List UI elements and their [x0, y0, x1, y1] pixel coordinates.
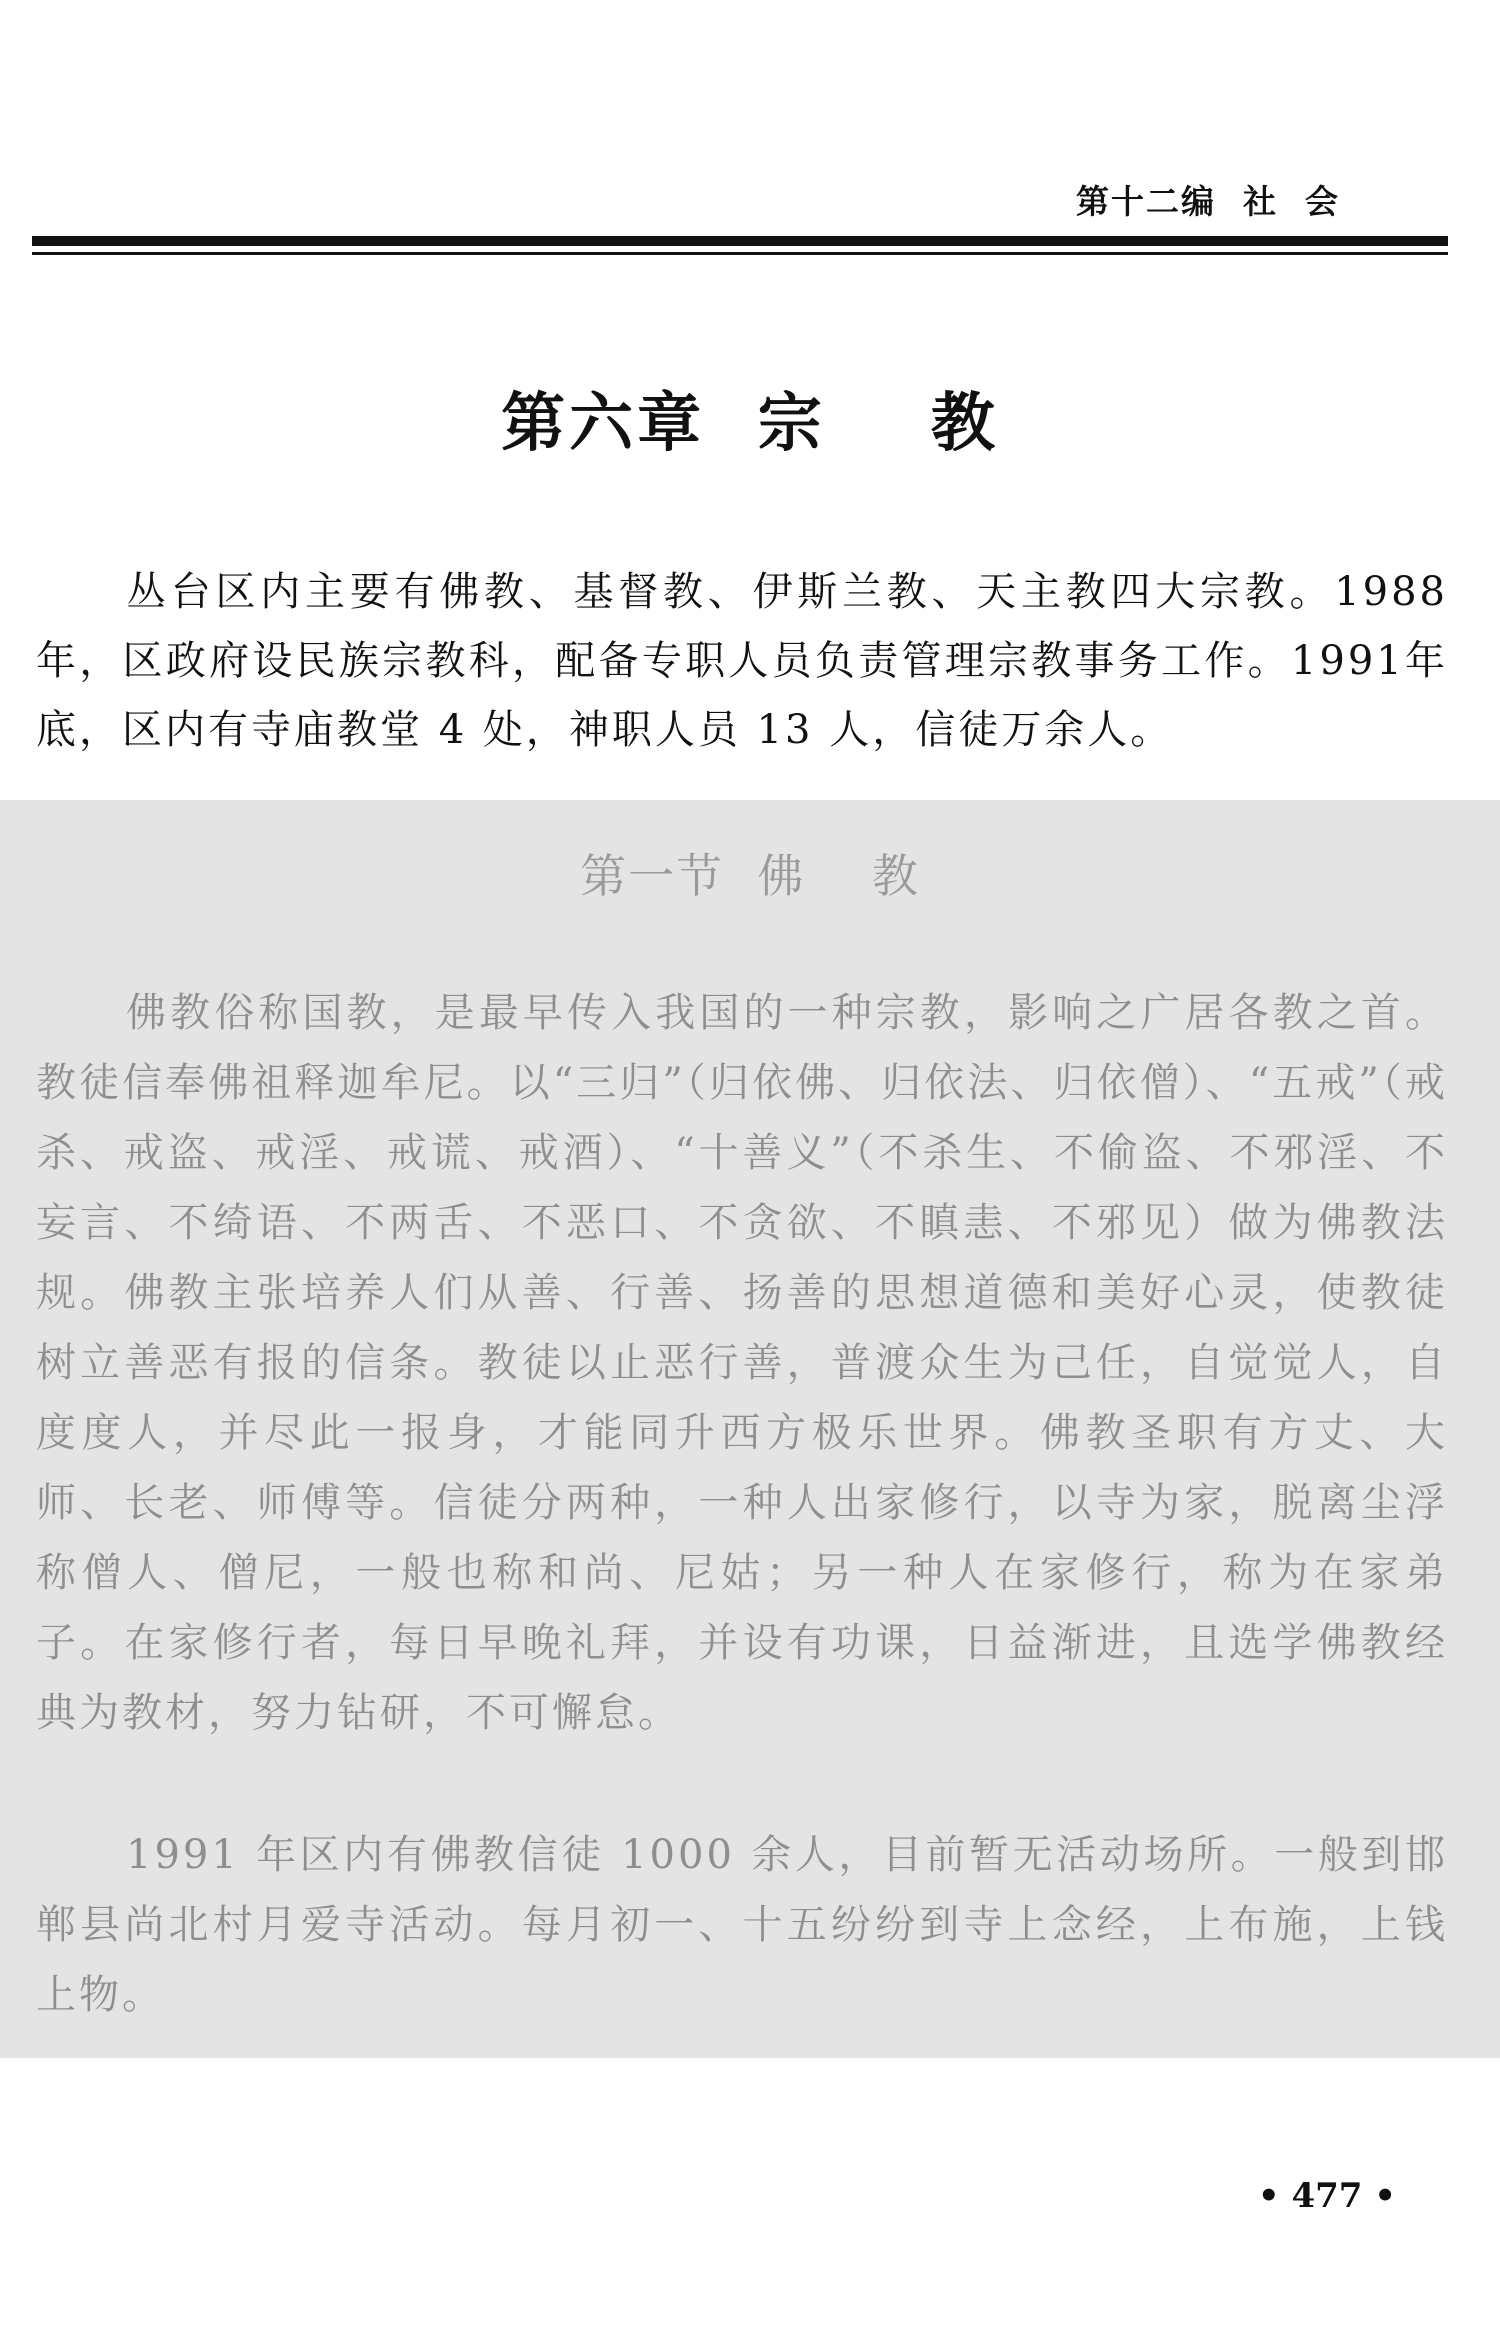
chapter-title: 第六章 宗 教	[501, 387, 999, 461]
header-rule-thick	[32, 236, 1448, 246]
section-paragraph: 1991 年区内有佛教信徒 1000 余人，目前暂无活动场所。一般到邯郸县尚北村月爱寺活动。每月初一、十五纷纷到寺上念经，上布施，上钱上物。	[36, 1832, 1448, 2018]
section-paragraph: 佛教俗称国教，是最早传入我国的一种宗教，影响之广居各教之首。教徒信奉佛祖释迦牟尼。以“三归”（归依佛、归依法、归依僧）、“五戒”（戒杀、戒盗、戒淫、戒谎、戒酒）、“十善义”（不杀生、不偷盗、不邪淫、不妄言、不绮语、不两舌、不恶口、不贪欲、不瞋恚、不邪见）做为佛教法规。佛教主张培养人们从善、行善、扬善的思想道德和美好心灵，使教徒树立善恶有报的信条。教徒以止恶行善，普渡众生为己任，自觉觉人，自度度人，并尽此一报身，才能同升西方极乐世界。佛教圣职有方丈、大师、长老、师傅等。信徒分两种，一种人出家修行，以寺为家，脱离尘浮称僧人、僧尼，一般也称和尚、尼姑；另一种人在家修行，称为在家弟子。在家修行者，每日早晚礼拜，并设有功课，日益渐进，且选学佛教经典为教材，努力钻研，不可懈怠。	[36, 990, 1448, 1736]
section-title: 第一节 佛 教	[580, 849, 920, 903]
page-number: • 477 •	[1257, 2176, 1396, 2216]
header-rule-thin	[32, 252, 1448, 255]
running-head: 第十二编 社 会	[1076, 182, 1340, 221]
chapter-intro-paragraph: 丛台区内主要有佛教、基督教、伊斯兰教、天主教四大宗教。1988年，区政府设民族宗教科，配备专职人员负责管理宗教事务工作。1991年底，区内有寺庙教堂 4 处，神职人员 13 人，信徒万余人。	[36, 569, 1448, 753]
